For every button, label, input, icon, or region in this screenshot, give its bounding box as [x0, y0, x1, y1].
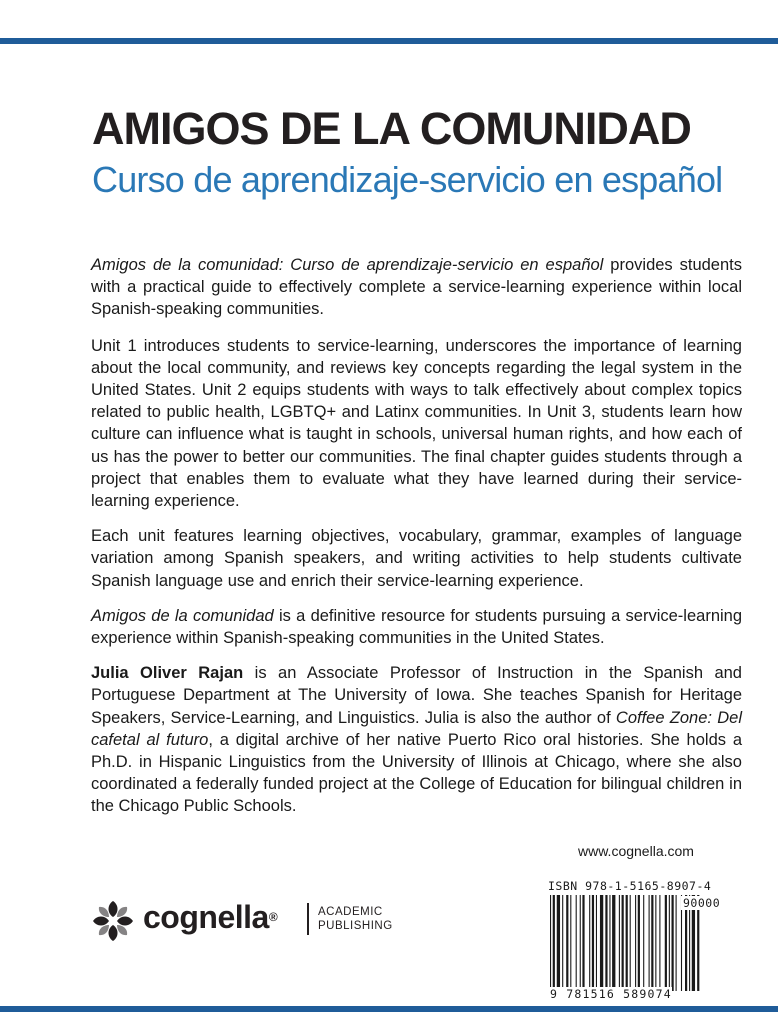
barcode-bar [553, 895, 555, 991]
publisher-tagline [318, 905, 393, 933]
registered-mark: ® [268, 910, 278, 924]
barcode-bar [605, 895, 607, 991]
barcode-bar [626, 895, 628, 991]
author-work-title: Coffee Zone: Del cafetal al futuro [91, 708, 742, 749]
barcode-bar [580, 895, 581, 991]
barcode-bar [651, 895, 653, 991]
barcode-bar [649, 895, 650, 991]
publisher-logo-block [89, 893, 419, 953]
barcode-bar [589, 895, 590, 991]
barcode-bar [550, 895, 551, 991]
isbn-label: ISBN 978-1-5165-8907-4 [548, 879, 712, 893]
barcode-bar [596, 895, 597, 991]
cognella-flower-icon [89, 897, 137, 945]
tagline-line-1: ACADEMIC [318, 906, 383, 918]
barcode-bar [630, 895, 631, 991]
top-rule [0, 38, 778, 44]
tagline-line-2: PUBLISHING [318, 920, 393, 932]
barcode-bar [566, 895, 568, 991]
barcode-bar [672, 895, 674, 991]
features-paragraph: Each unit features learning objectives, vocabulary, grammar, examples of language variation among Spanish speakers, and writing activities to help students cultivate Spanish language use and enrich their service-learning experience. [91, 527, 742, 590]
author-name: Julia Oliver Rajan [91, 664, 244, 683]
resource-paragraph [91, 605, 742, 649]
barcode-bar [669, 895, 670, 991]
intro-book-title: Amigos de la comunidad: Curso de aprendizaje-servicio en español [91, 256, 604, 274]
price-code: 90000 [683, 896, 721, 910]
author-bio [91, 662, 742, 817]
back-cover-description [91, 254, 742, 831]
isbn-barcode [548, 879, 748, 1004]
barcode-bar [576, 895, 577, 991]
resource-book-title: Amigos de la comunidad [91, 606, 274, 625]
barcode-bar [622, 895, 624, 991]
barcode-bar [655, 895, 656, 991]
publisher-url: www.cognella.com [578, 843, 694, 859]
barcode-bar [557, 895, 560, 991]
barcode-bar [665, 895, 667, 991]
barcode-bar [582, 895, 584, 991]
barcode-bar [635, 895, 636, 991]
book-title: AMIGOS DE LA COMUNIDAD [92, 103, 691, 154]
barcode-bar [612, 895, 615, 991]
barcode-bar [619, 895, 620, 991]
intro-paragraph [91, 254, 742, 321]
barcode-bar [592, 895, 594, 991]
barcode-bar [609, 895, 610, 991]
barcode-bar [659, 895, 660, 991]
barcode-digits: 9 781516 589074 [550, 987, 672, 1001]
resource-text: is a definitive resource for students pursuing a service-learning experience within Spanish-speaking communities in the United States. [91, 606, 743, 648]
barcode-bar [676, 895, 677, 991]
bottom-rule [0, 1006, 778, 1012]
publisher-name [143, 897, 277, 937]
intro-text: provides students with a practical guide to effectively complete a service-learning experience within local Spanish-speaking communities. [91, 256, 742, 319]
units-paragraph: Unit 1 introduces students to service-learning, underscores the importance of learning about the local community, and reviews key concepts regarding the legal system in the United States. Unit 2 equips students with ways to talk effectively about complex topics related to public health, LGBTQ+ and Latinx communities. In Unit 3, students learn how culture can influence what is taught in schools, universal human rights, and how each of us has the power to better our communities. The final chapter guides students through a project that enables them to evaluate what they have learned during their service-learning experience. [91, 336, 742, 511]
publisher-name-text: cognella [143, 899, 269, 935]
author-bio-text-2: , a digital archive of her native Puerto Rico oral histories. She holds a Ph.D. in Hispanic Linguistics from the University of Illinois at Chicago, where she also coordinated a federally funded project at the College of Education for bilingual children in the Chicago Public Schools. [91, 730, 742, 816]
barcode-bar [600, 895, 603, 991]
barcode-bar [643, 895, 644, 991]
book-subtitle: Curso de aprendizaje-servicio en español [92, 159, 723, 200]
barcode-bar [570, 895, 571, 991]
barcode-bar [638, 895, 640, 991]
author-bio-text-1: is an Associate Professor of Instruction in the Spanish and Portuguese Department at The University of Iowa. She teaches Spanish for Heritage Speakers, Service-Learning, and Linguistics. Julia is also the author of [91, 664, 742, 727]
publisher-divider [307, 903, 309, 935]
barcode-bar [562, 895, 563, 991]
